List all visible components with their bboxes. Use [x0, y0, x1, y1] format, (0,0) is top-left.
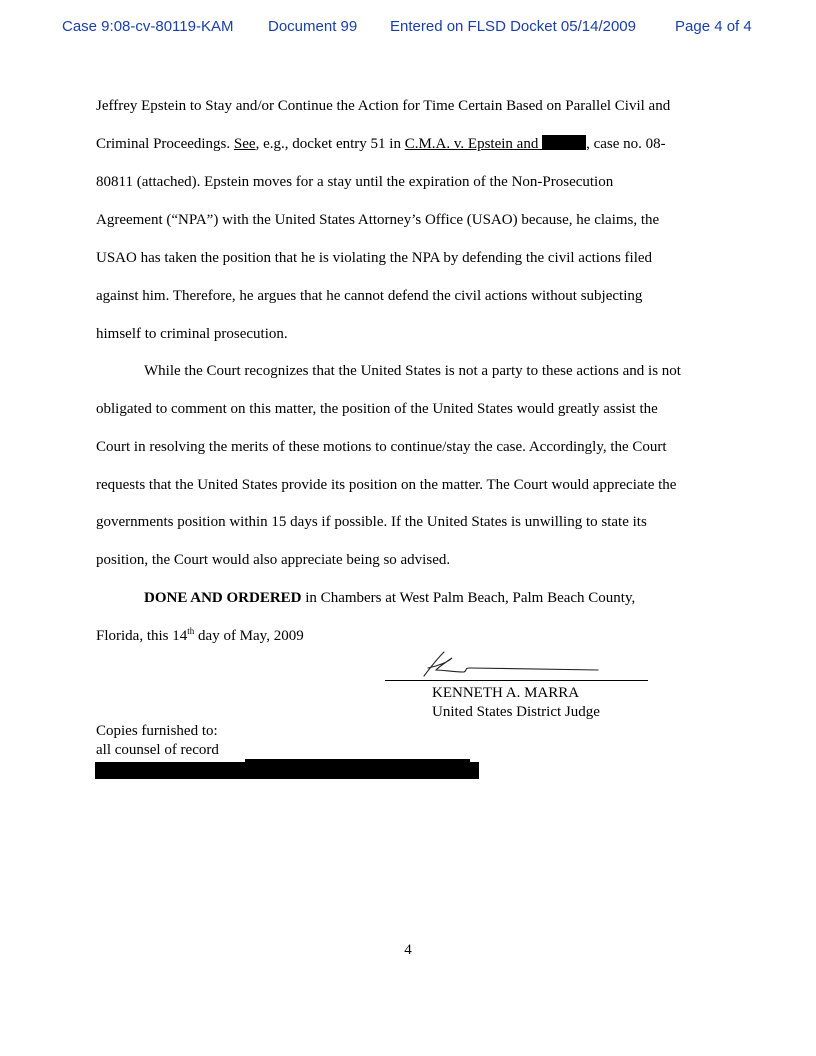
page-indicator: Page 4 of 4	[675, 18, 752, 35]
case-citation	[405, 136, 586, 152]
p1-line-2	[96, 135, 666, 153]
p2-line-2: obligated to comment on this matter, the position of the United States would greatly assist the	[96, 401, 658, 417]
order-date-suffix: th	[187, 626, 195, 636]
redaction-block	[95, 762, 479, 779]
copies-recipients: all counsel of record	[96, 742, 219, 758]
signature-line	[385, 680, 648, 681]
judge-signature	[418, 648, 608, 680]
copies-furnished: Copies furnished to:	[96, 723, 218, 739]
redaction-inline	[542, 135, 586, 150]
p1-line-2c: , case no. 08-	[586, 136, 666, 152]
order-date-b: day of May, 2009	[194, 628, 304, 644]
case-citation-text: C.M.A. v. Epstein and	[404, 136, 543, 152]
document-number: Document 99	[268, 18, 358, 35]
p1-line-7: himself to criminal prosecution.	[96, 326, 288, 342]
case-number: Case 9:08-cv-80119-KAM	[62, 18, 234, 35]
p1-line-1: Jeffrey Epstein to Stay and/or Continue the Action for Time Certain Based on Parallel Civil and	[96, 98, 671, 114]
p1-line-4: Agreement (“NPA”) with the United States Attorney’s Office (USAO) because, he claims, the	[96, 212, 660, 228]
order-location: in Chambers at West Palm Beach, Palm Beach County,	[301, 590, 636, 606]
p1-line-2a: Criminal Proceedings.	[96, 136, 234, 152]
order-line-1	[144, 589, 635, 607]
order-date-a: Florida, this 14	[96, 628, 188, 644]
p2-line-3: Court in resolving the merits of these motions to continue/stay the case. Accordingly, the Court	[96, 439, 667, 455]
p2-line-5: governments position within 15 days if possible. If the United States is unwilling to state its	[96, 514, 647, 530]
done-and-ordered: DONE AND ORDERED	[144, 590, 302, 606]
p1-line-2b: , e.g., docket entry 51 in	[255, 136, 405, 152]
docket-header	[0, 18, 816, 38]
entered-date: Entered on FLSD Docket 05/14/2009	[390, 18, 636, 35]
page-number: 4	[404, 942, 412, 958]
order-date	[96, 627, 304, 645]
p2-line-1: While the Court recognizes that the United States is not a party to these actions and is not	[144, 363, 681, 379]
p1-line-3: 80811 (attached). Epstein moves for a stay until the expiration of the Non-Prosecution	[96, 174, 614, 190]
p2-line-6: position, the Court would also appreciate being so advised.	[96, 552, 451, 568]
judge-title: United States District Judge	[432, 704, 600, 720]
p1-line-5: USAO has taken the position that he is violating the NPA by defending the civil actions filed	[96, 250, 653, 266]
p1-line-6: against him. Therefore, he argues that he cannot defend the civil actions without subjecting	[96, 288, 643, 304]
see-signal: See	[233, 136, 256, 152]
p2-line-4: requests that the United States provide its position on the matter. The Court would appreciate the	[96, 477, 677, 493]
judge-name: KENNETH A. MARRA	[432, 685, 580, 701]
